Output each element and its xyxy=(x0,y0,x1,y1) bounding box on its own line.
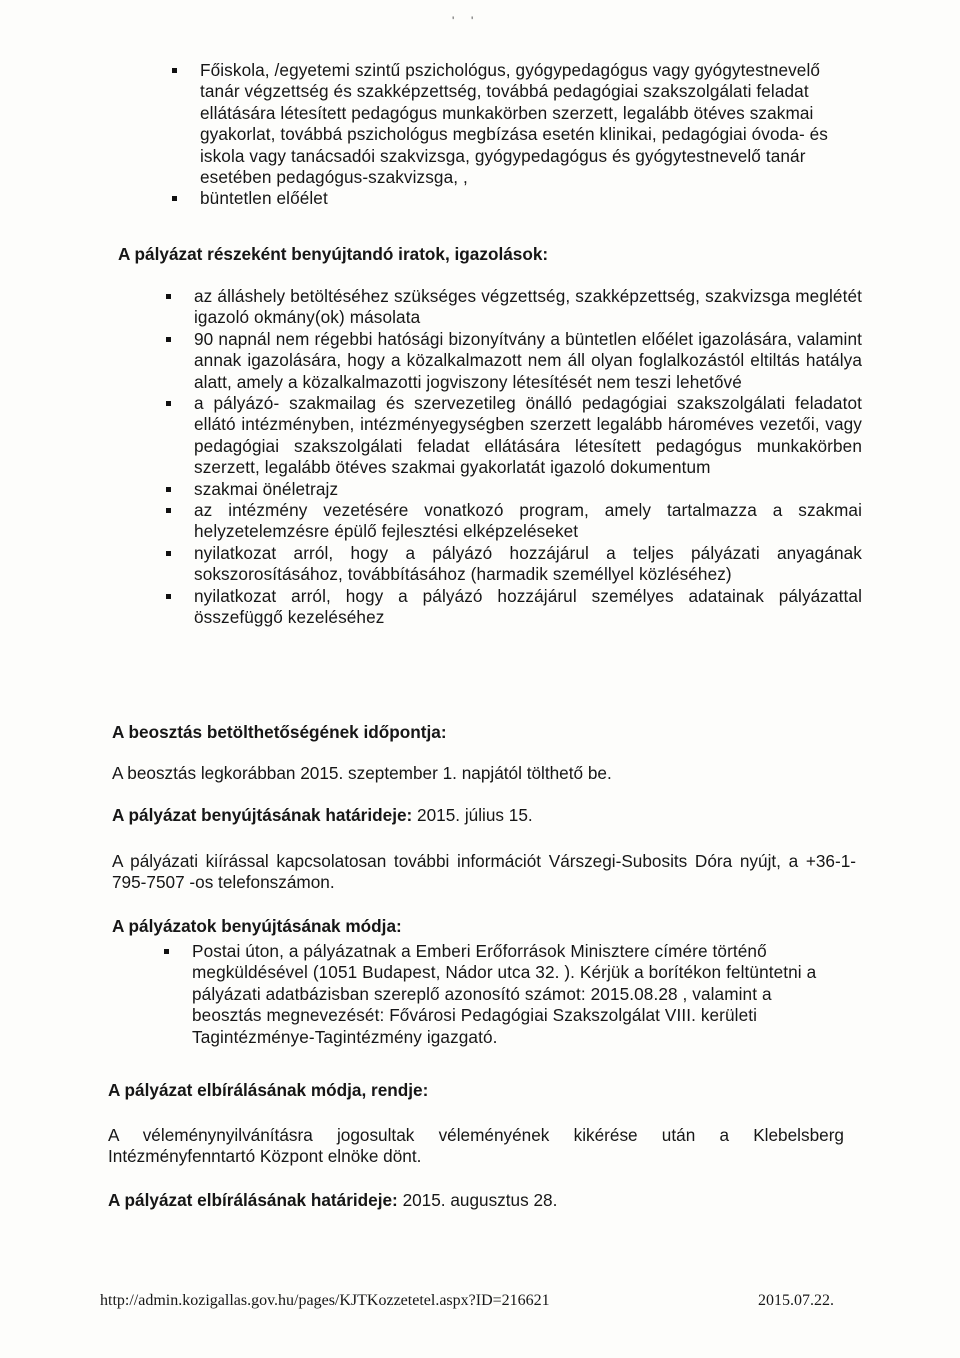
documents-heading: A pályázat részeként benyújtandó iratok, igazolások: xyxy=(118,244,549,264)
scan-speck: ' ' xyxy=(452,14,474,28)
submission-heading: A pályázatok benyújtásának módja: xyxy=(112,916,402,936)
bullet-icon xyxy=(164,949,169,954)
list-item xyxy=(194,479,862,500)
evaluation-deadline-label: A pályázat elbírálásának határideje: xyxy=(108,1190,398,1210)
deadline-label: A pályázat benyújtásának határideje: xyxy=(112,805,413,825)
list-item xyxy=(192,941,832,1048)
deadline-line xyxy=(112,805,533,826)
bullet-icon xyxy=(166,401,171,406)
documents-list xyxy=(194,286,862,629)
evaluation-deadline-value: 2015. augusztus 28. xyxy=(402,1190,558,1210)
footer-url: http://admin.kozigallas.gov.hu/pages/KJTKozzetetel.aspx?ID=216621 xyxy=(100,1292,550,1309)
list-item xyxy=(194,543,862,586)
bullet-icon xyxy=(166,487,171,492)
list-item xyxy=(200,60,860,188)
deadline-value: 2015. július 15. xyxy=(417,805,533,825)
evaluation-heading: A pályázat elbírálásának módja, rendje: xyxy=(108,1080,429,1100)
requirements-list xyxy=(200,60,860,210)
bullet-icon xyxy=(166,337,171,342)
submission-text: Postai úton, a pályázatnak a Emberi Erőforrások Minisztere címére történő megküldésével (1051 Budapest, Nádor utca 32. ). Kérjük a borítékon feltüntetni a pályázati adatbázisban szereplő azonosító számot: 2015.08.28 , valamint a beosztás megnevezését: Fővárosi Pedagógiai Szakszolgálat VIII. kerületi Tagintézménye-Tagintézmény igazgató. xyxy=(192,941,817,1047)
document-text: az intézmény vezetésére vonatkozó program, amely tartalmazza a szakmai helyzetelemzésre épülő fejlesztési elképzeléseket xyxy=(194,500,862,542)
document-text: a pályázó- szakmailag és szervezetileg önálló pedagógiai szakszolgálati feladatot ellátó intézményben, intézményegységben szerzett legalább hároméves vezetői, vagy pedagógiai szakszolgálati feladat ellátására létesített pedagógus munkakörben szerzett, legalább ötéves szakmai gyakorlatát igazoló dokumentum xyxy=(194,393,862,478)
list-item xyxy=(194,393,862,479)
bullet-icon xyxy=(172,68,177,73)
bullet-icon xyxy=(166,551,171,556)
bullet-icon xyxy=(172,196,177,201)
list-item xyxy=(194,329,862,393)
requirement-text: Főiskola, /egyetemi szintű pszichológus, gyógypedagógus vagy gyógytestnevelő tanár végzettség és szakképzettség, továbbá pedagógiai szakszolgálati feladat ellátására létesített pedagógus munkakörben szerzett, legalább ötéves szakmai gyakorlat, továbbá pszichológus megbízása esetén klinikai, pedagógiai óvoda- és iskola vagy tanácsadói szakvizsga, gyógypedagógus és gyógytestnevelő tanár esetében pedagógus-szakvizsga, , xyxy=(200,60,828,188)
list-item xyxy=(194,586,862,629)
footer-date: 2015.07.22. xyxy=(758,1292,834,1309)
list-item xyxy=(194,286,862,329)
bullet-icon xyxy=(166,508,171,513)
info-text: A pályázati kiírással kapcsolatosan további információt Várszegi-Subosits Dóra nyújt, a +36-1-795-7507 -os telefonszámon. xyxy=(112,851,856,893)
list-item xyxy=(194,500,862,543)
list-item xyxy=(200,188,860,209)
document-text: 90 napnál nem régebbi hatósági bizonyítvány a büntetlen előélet igazolására, valamint annak igazolására, hogy a közalkalmazott nem áll olyan foglalkozástól eltiltás hatálya alatt, amely a közalkalmazotti jogviszony létesítését nem teszi lehetővé xyxy=(194,328,862,392)
requirement-text: büntetlen előélet xyxy=(200,188,328,209)
document-text: nyilatkozat arról, hogy a pályázó hozzájárul a teljes pályázati anyagának sokszorosításához, továbbításához (harmadik személlyel közléséhez) xyxy=(194,542,862,585)
document-text: az álláshely betöltéséhez szükséges végzettség, szakképzettség, szakvizsga meglétét igazoló okmány(ok) másolata xyxy=(194,286,862,328)
start-text: A beosztás legkorábban 2015. szeptember 1. napjától tölthető be. xyxy=(112,763,612,783)
document-text: szakmai önéletrajz xyxy=(194,478,339,499)
evaluation-text: A véleménynyilvánításra jogosultak véleményének kikérése után a Klebelsberg Intézményfenntartó Központ elnöke dönt. xyxy=(108,1125,844,1167)
submission-list xyxy=(192,941,832,1048)
document-text: nyilatkozat arról, hogy a pályázó hozzájárul személyes adatainak pályázattal összefüggő kezeléséhez xyxy=(194,585,862,628)
start-heading: A beosztás betölthetőségének időpontja: xyxy=(112,722,447,742)
bullet-icon xyxy=(166,294,171,299)
evaluation-deadline-line xyxy=(108,1190,557,1211)
bullet-icon xyxy=(166,594,171,599)
